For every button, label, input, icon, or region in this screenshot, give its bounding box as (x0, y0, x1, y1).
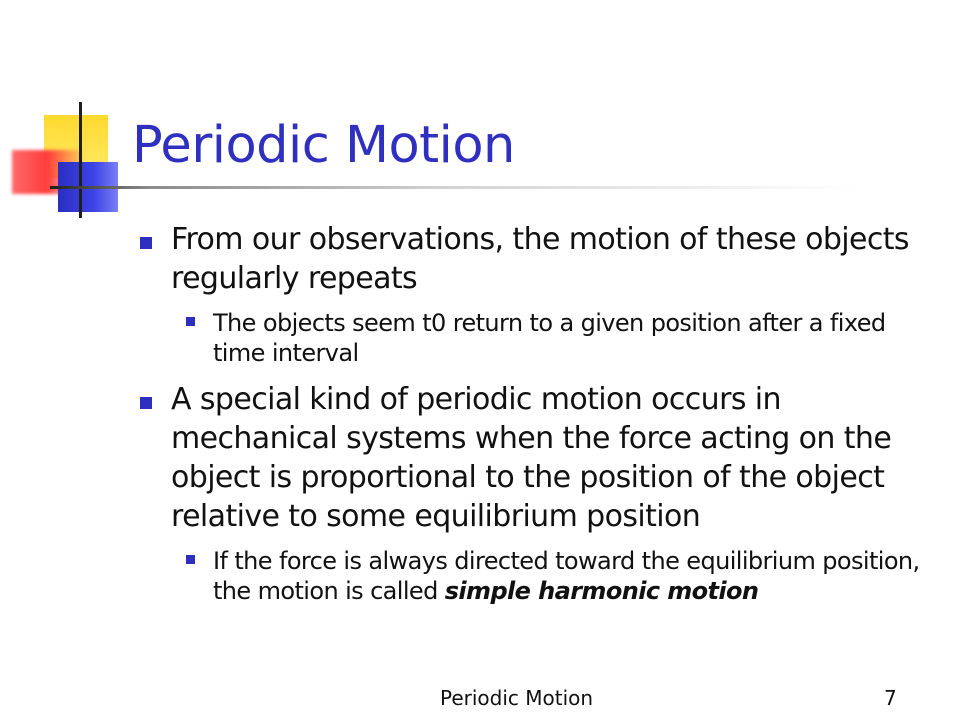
bullet-text: From our observations, the motion of these objects regularly repeats (171, 222, 909, 296)
sub-bullet-text-wrapper (213, 546, 940, 606)
bullet-square-icon (140, 397, 152, 409)
page-number: 7 (884, 686, 897, 710)
slide-content (140, 220, 940, 618)
bullet-text: A special kind of periodic motion occurs in mechanical systems when the force acting on the object is proportional to the position of the object relative to some equilibrium position (171, 382, 892, 534)
sub-bullet-text: The objects seem t0 return to a given position after a fixed time interval (213, 309, 886, 367)
sub-bullet-item (140, 546, 940, 606)
bullet-item (140, 380, 940, 536)
bullet-item (140, 220, 940, 298)
bullet-square-icon (140, 237, 152, 249)
sub-bullet-text: If the force is always directed toward the equilibrium position, the motion is called (213, 547, 920, 605)
sub-bullet-square-icon (186, 555, 195, 564)
sub-bullet-square-icon (186, 317, 195, 326)
emphasis-text: simple harmonic motion (444, 577, 759, 605)
logo-vertical-line (79, 102, 82, 218)
sub-bullet-item (140, 308, 940, 368)
title-underline (50, 186, 860, 189)
slide-footer: Periodic Motion (440, 686, 594, 710)
slide-title: Periodic Motion (132, 116, 515, 175)
